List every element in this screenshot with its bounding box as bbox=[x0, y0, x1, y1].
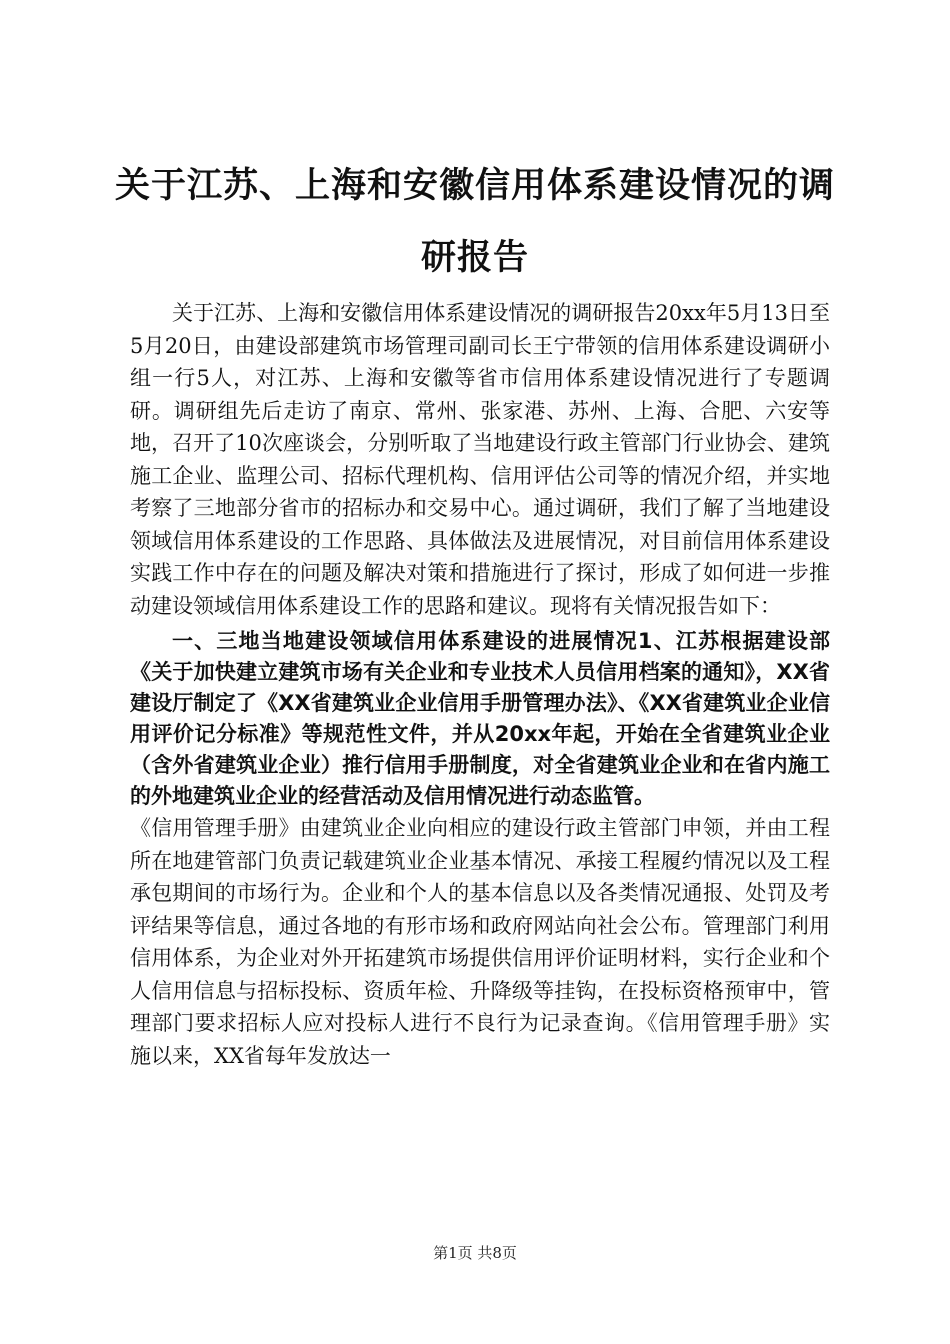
paragraph-section-one: 一、三地当地建设领域信用体系建设的进展情况1、江苏根据建设部《关于加快建立建筑市场有关企业和专业技术人员信用档案的通知》，XX省建设厅制定了《XX省建筑业企业信用手册管理办法》、《XX省建筑业企业信用评价记分标准》等规范性文件，并从20xx年起，开始在全省建筑业企业（含外省建筑业企业）推行信用手册制度，对全省建筑业企业和在省内施工的外地建筑业企业的经营活动及信用情况进行动态监管。 bbox=[130, 629, 830, 808]
paragraph-intro: 关于江苏、上海和安徽信用体系建设情况的调研报告20xx年5月13日至5月20日，由建设部建筑市场管理司副司长王宁带领的信用体系建设调研小组一行5人，对江苏、上海和安徽等省市信用体系建设情况进行了专题调研。调研组先后走访了南京、常州、张家港、苏州、上海、合肥、六安等地，召开了10次座谈会，分别听取了当地建设行政主管部门行业协会、建筑施工企业、监理公司、招标代理机构、信用评估公司等的情况介绍，并实地考察了三地部分省市的招标办和交易中心。通过调研，我们了解了当地建设领域信用体系建设的工作思路、具体做法及进展情况，对目前信用体系建设实践工作中存在的问题及解决对策和措施进行了探讨，形成了如何进一步推动建设领域信用体系建设工作的思路和建议。现将有关情况报告如下： bbox=[130, 301, 830, 618]
page-footer: 第1页 共8页 bbox=[433, 1244, 517, 1262]
paragraph-credit-manual: 《信用管理手册》由建筑业企业向相应的建设行政主管部门申领，并由工程所在地建管部门负责记载建筑业企业基本情况、承接工程履约情况以及工程承包期间的市场行为。企业和个人的基本信息以及各类情况通报、处罚及考评结果等信息，通过各地的有形市场和政府网站向社会公布。管理部门利用信用体系，为企业对外开拓建筑市场提供信用评价证明材料，实行企业和个人信用信息与招标投标、资质年检、升降级等挂钩，在投标资格预审中，管理部门要求招标人应对投标人进行不良行为记录查询。《信用管理手册》实施以来，XX省每年发放达一 bbox=[130, 816, 830, 1068]
document-title: 关于江苏、上海和安徽信用体系建设情况的调研报告 bbox=[114, 166, 835, 278]
document-body bbox=[130, 297, 830, 1072]
